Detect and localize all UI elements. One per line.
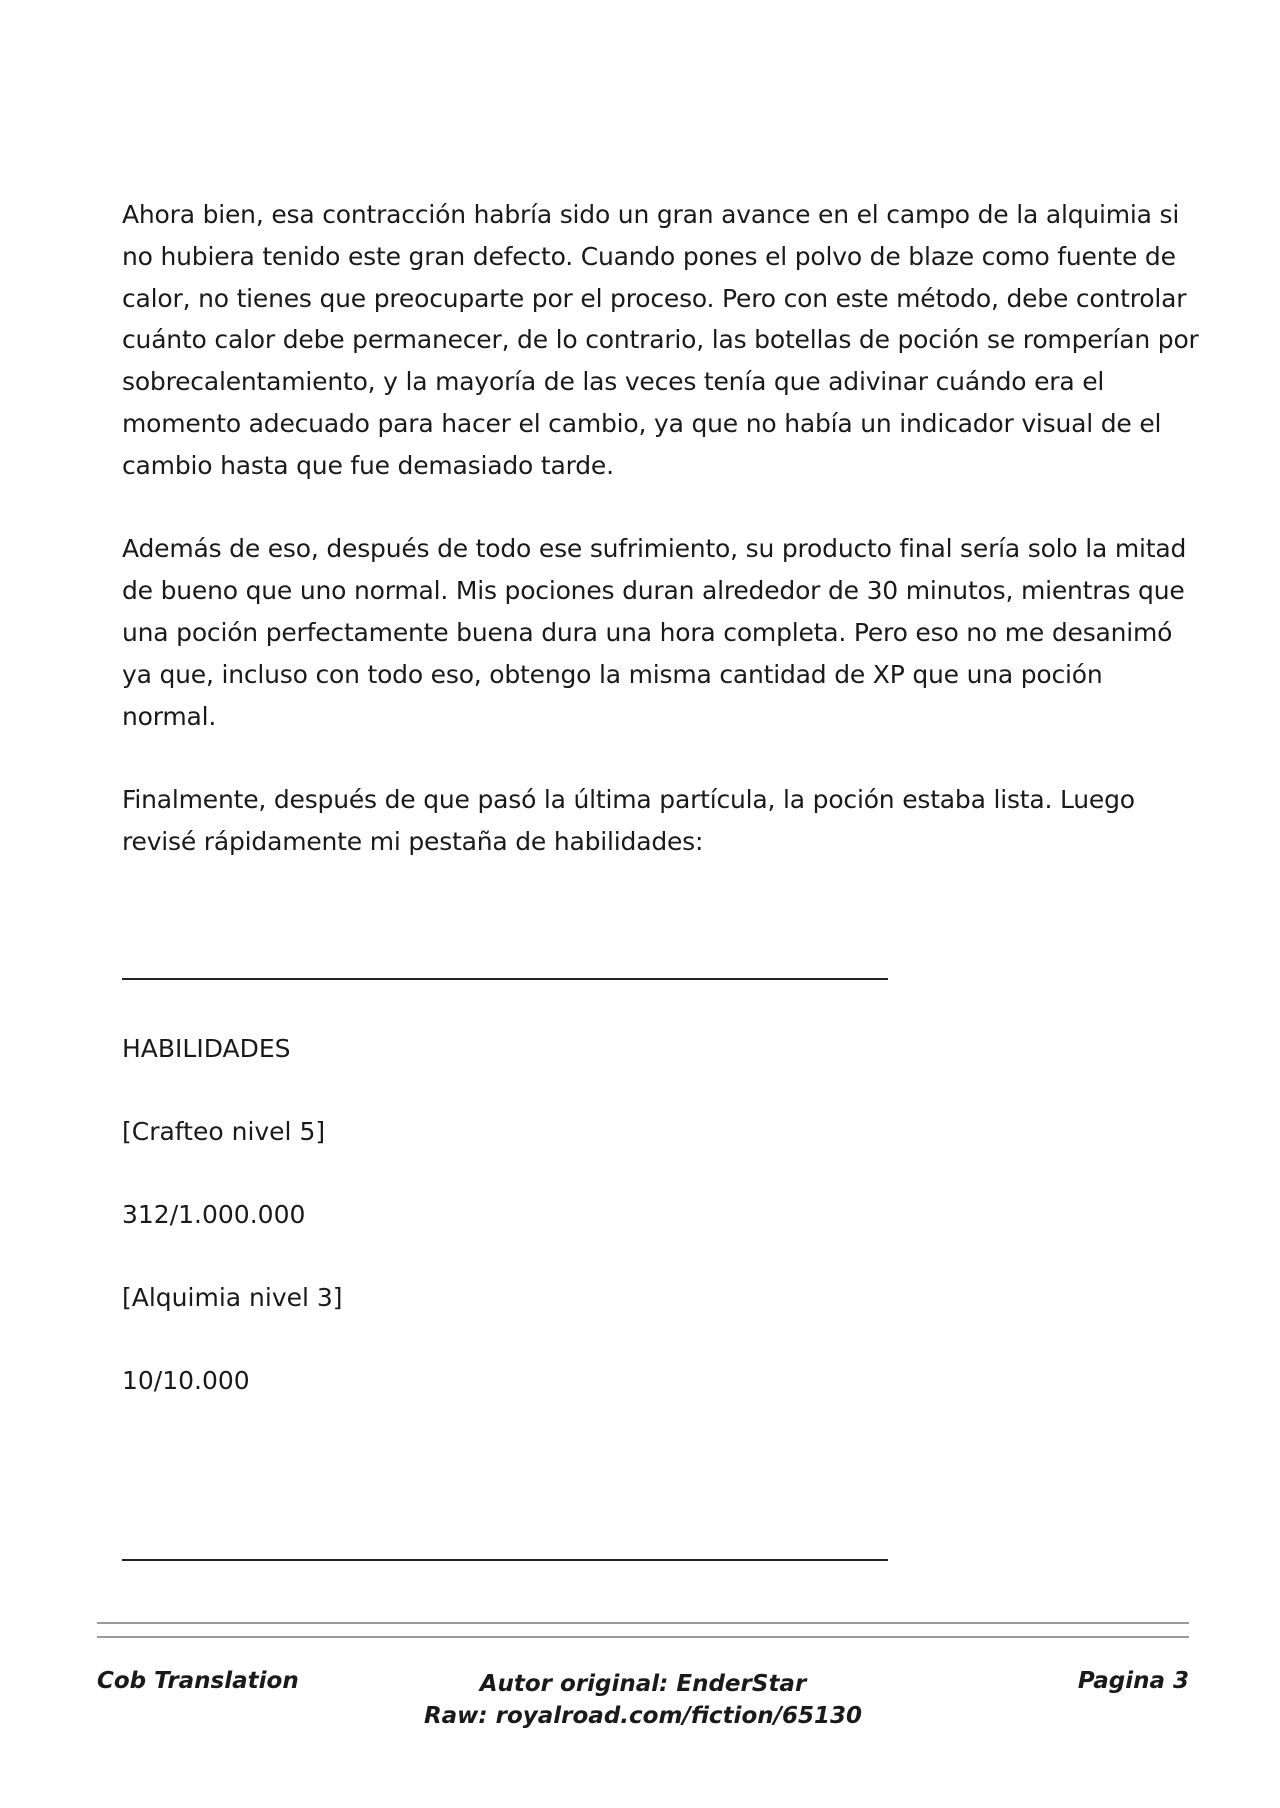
footer-rule-bottom (97, 1636, 1189, 1638)
skills-bottom-rule (122, 1559, 888, 1561)
paragraph-3: Finalmente, después de que pasó la última partícula, la poción estaba lista. Luego revisé rápidamente mi pestaña de habilidades: (122, 785, 1135, 856)
footer-rule-top (97, 1622, 1189, 1624)
footer-author: Autor original: EnderStar (479, 1671, 807, 1697)
skills-heading: HABILIDADES (122, 1034, 291, 1063)
footer-raw-source: Raw: royalroad.com/fiction/65130 (423, 1703, 863, 1729)
footer-credits (97, 1668, 1189, 1732)
alchemy-level: [Alquimia nivel 3] (122, 1283, 343, 1312)
footer-page-number: Pagina 3 (1077, 1668, 1189, 1694)
paragraph-1: Ahora bien, esa contracción habría sido un gran avance en el campo de la alquimia si no hubiera tenido este gran defecto. Cuando pones el polvo de blaze como fuente de calor, no tienes que preocuparte por el proceso. Pero con este método, debe controlar cuánto calor debe permanecer, de lo contrario, las botellas de poción se romperían por sobrecalentamiento, y la mayoría de las veces tenía que adivinar cuándo era el momento adecuado para hacer el cambio, ya que no había un indicador visual de el cambio hasta que fue demasiado tarde. (122, 200, 1199, 480)
crafting-level: [Crafteo nivel 5] (122, 1117, 326, 1146)
skills-top-rule (122, 978, 888, 980)
alchemy-xp: 10/10.000 (122, 1366, 250, 1395)
footer-translator: Cob Translation (97, 1668, 299, 1694)
paragraph-2: Además de eso, después de todo ese sufrimiento, su producto final sería solo la mitad de bueno que uno normal. Mis pociones duran alrededor de 30 minutos, mientras que una poción perfectamente buena dura una hora completa. Pero eso no me desanimó ya que, incluso con todo eso, obtengo la misma cantidad de XP que una poción normal. (122, 534, 1187, 731)
body-text (122, 194, 1202, 905)
crafting-xp: 312/1.000.000 (122, 1200, 306, 1229)
